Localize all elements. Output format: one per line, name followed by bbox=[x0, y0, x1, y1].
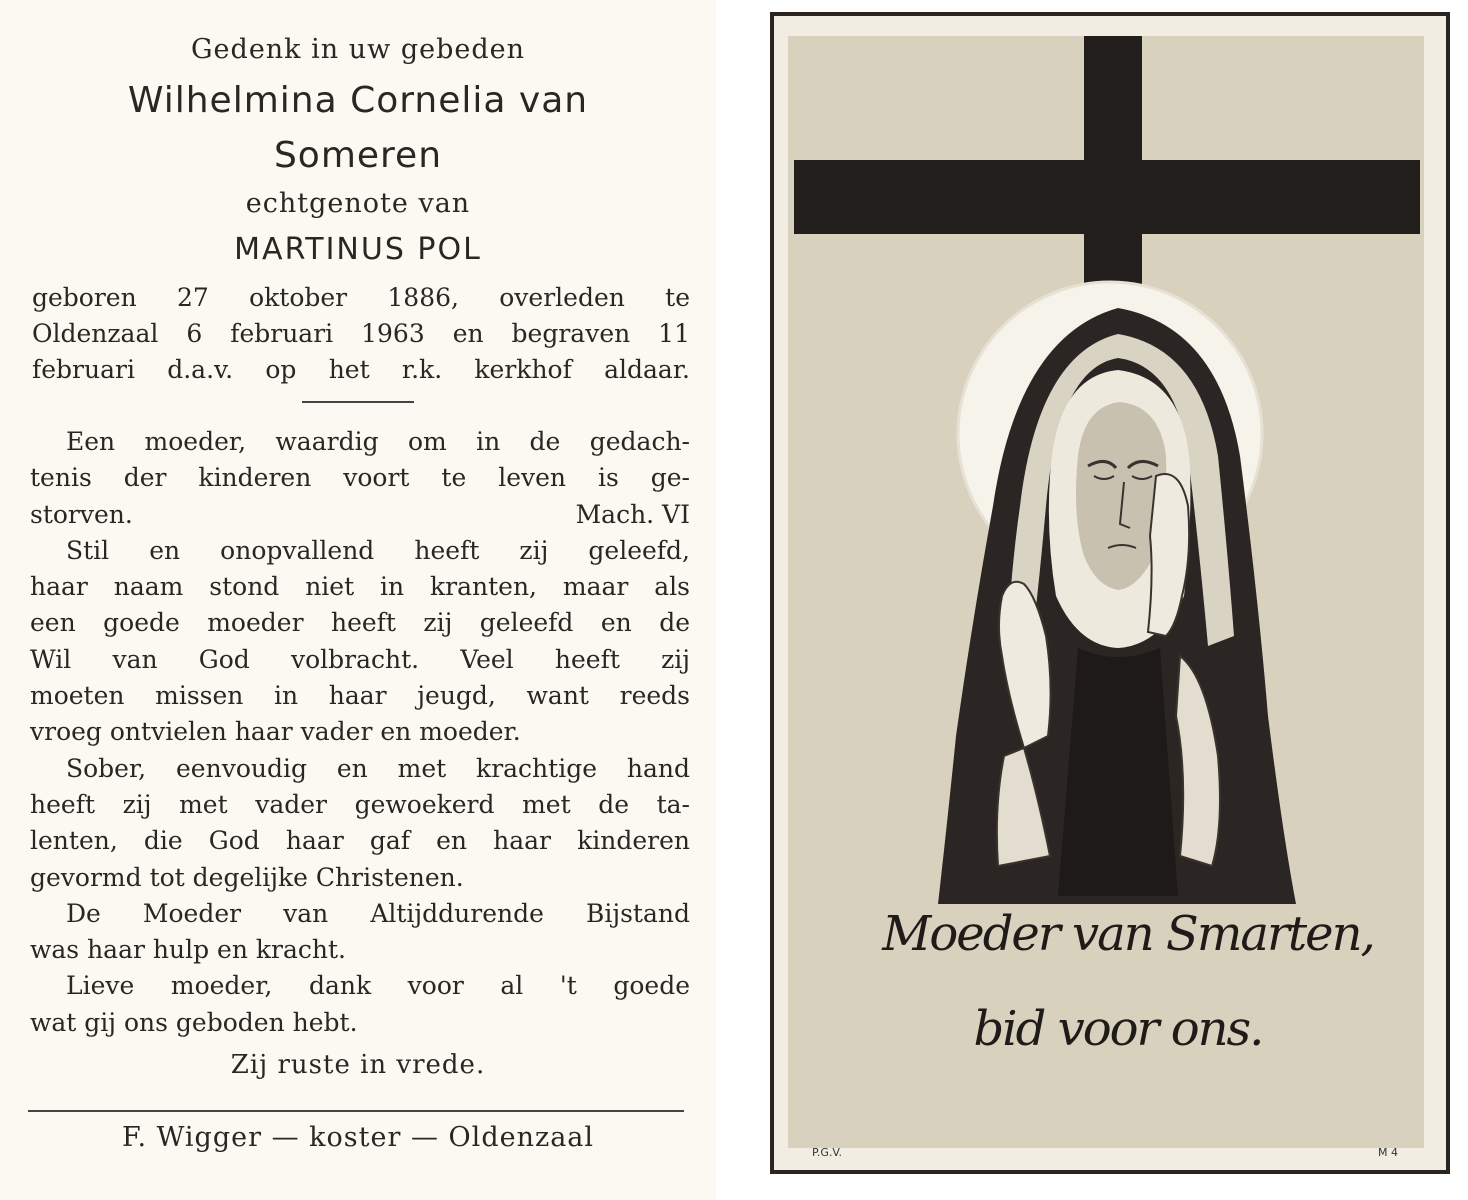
caption-line2: bid voor ons. bbox=[973, 1001, 1263, 1057]
caption-line1: Moeder van Smarten, bbox=[882, 906, 1374, 962]
dates-paragraph bbox=[32, 280, 690, 388]
memorial-card-text bbox=[0, 0, 716, 1200]
deceased-name-line1: Wilhelmina Cornelia van bbox=[127, 80, 589, 121]
short-divider bbox=[302, 401, 414, 403]
quote-last-word: storven. bbox=[30, 499, 133, 529]
image-panel bbox=[788, 36, 1424, 1159]
printer-line: F. Wigger — koster — Oldenzaal bbox=[121, 1122, 595, 1153]
paragraph-line: gevormd tot degelijke Christenen. bbox=[30, 862, 464, 892]
dates-line: Oldenzaal 6 februari 1963 en begraven 11 bbox=[32, 319, 690, 348]
deceased-name-line2: Someren bbox=[273, 135, 443, 176]
mater-dolorosa-illustration bbox=[788, 36, 1424, 1148]
paragraph-line: Stil en onopvallend heeft zij geleefd, bbox=[66, 535, 690, 565]
quote-source: Mach. VI bbox=[575, 499, 690, 529]
paragraph-line: haar naam stond niet in kranten, maar als bbox=[30, 572, 690, 602]
dates-line: geboren 27 oktober 1886, overleden te bbox=[32, 283, 690, 312]
series-mark: M 4 bbox=[1378, 1146, 1398, 1159]
closing-line: Zij ruste in vrede. bbox=[230, 1050, 486, 1080]
spouse-label: echtgenote van bbox=[245, 188, 471, 219]
paragraph-line: was haar hulp en kracht. bbox=[30, 935, 346, 965]
paragraph-line: Sober, eenvoudig en met krachtige hand bbox=[66, 753, 690, 783]
paragraph-line: lenten, die God haar gaf en haar kinderen bbox=[30, 826, 690, 856]
eulogy-text bbox=[30, 424, 690, 1041]
quote-line: tenis der kinderen voort te leven is ge- bbox=[30, 463, 690, 493]
quote-end-line bbox=[30, 497, 690, 533]
cross-horizontal bbox=[794, 160, 1420, 234]
long-divider bbox=[28, 1110, 684, 1112]
spouse-name: MARTINUS POL bbox=[234, 232, 482, 267]
paragraph-line: vroeg ontvielen haar vader en moeder. bbox=[30, 717, 521, 747]
paragraph-line: moeten missen in haar jeugd, want reeds bbox=[30, 681, 690, 711]
paragraph-line: Lieve moeder, dank voor al 't goede bbox=[66, 971, 690, 1001]
paragraph-line: een goede moeder heeft zij geleefd en de bbox=[30, 608, 690, 638]
paragraph-line: heeft zij met vader gewoekerd met de ta- bbox=[30, 789, 690, 819]
quote-line: Een moeder, waardig om in de gedach- bbox=[66, 427, 690, 456]
paragraph-line: wat gij ons geboden hebt. bbox=[30, 1007, 358, 1037]
card-heading: Gedenk in uw gebeden bbox=[190, 34, 525, 65]
paragraph-line: De Moeder van Altijddurende Bijstand bbox=[66, 898, 690, 928]
dates-line: februari d.a.v. op het r.k. kerkhof aldaar. bbox=[32, 355, 690, 384]
publisher-mark: P.G.V. bbox=[812, 1146, 843, 1159]
devotional-image-card bbox=[770, 12, 1450, 1174]
paragraph-line: Wil van God volbracht. Veel heeft zij bbox=[30, 644, 690, 674]
